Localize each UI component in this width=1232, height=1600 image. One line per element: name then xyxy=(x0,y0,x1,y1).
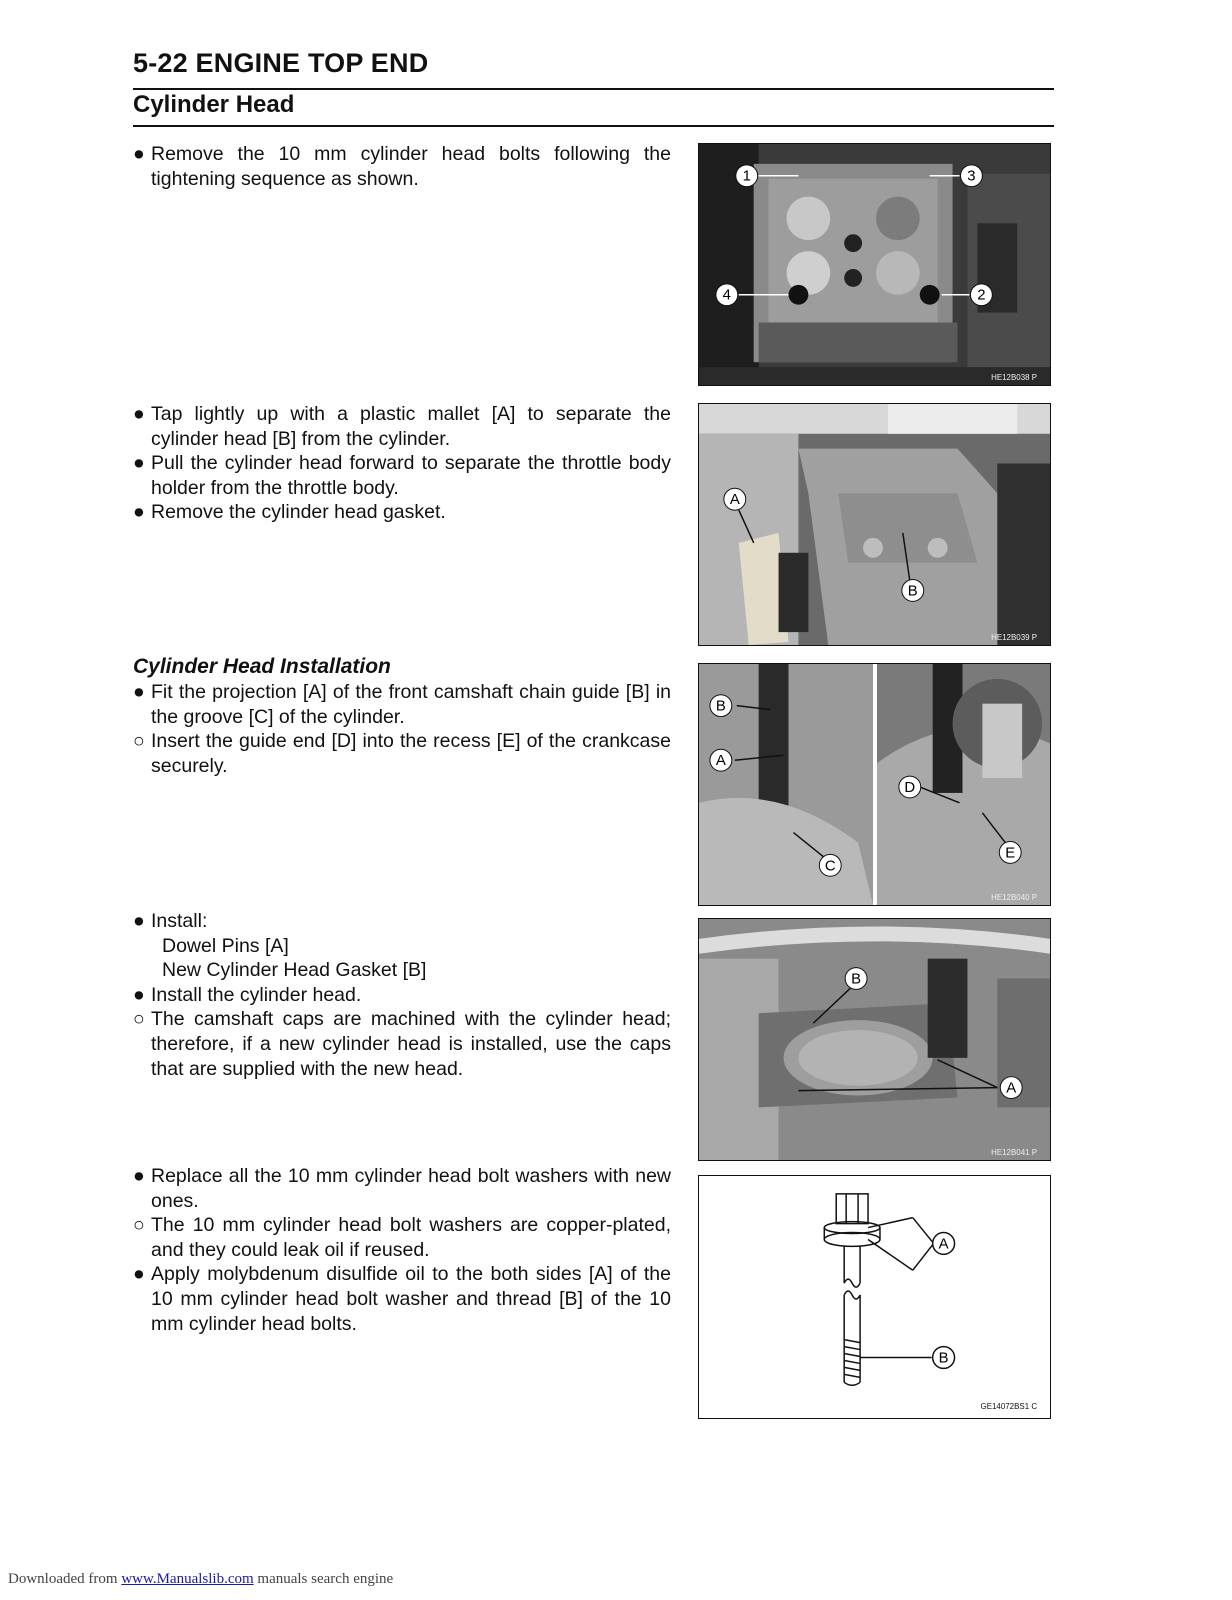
bullet-marker: ● xyxy=(133,983,145,1006)
callout-marker xyxy=(902,580,924,602)
note-item xyxy=(133,729,671,778)
callout-label: 2 xyxy=(977,287,986,304)
note-marker: ○ xyxy=(133,1214,145,1237)
bullet-marker: ● xyxy=(133,403,145,425)
callout-marker xyxy=(961,165,983,187)
item-text: Remove the cylinder head gasket. xyxy=(151,501,446,524)
callout-marker xyxy=(1000,1077,1022,1099)
subheading: Cylinder Head Installation xyxy=(133,655,391,678)
figure-code: HE12B039 P xyxy=(991,633,1038,643)
callout-marker xyxy=(933,1347,955,1369)
callout-marker xyxy=(845,968,867,990)
callout-label: B xyxy=(938,1350,949,1367)
footer-prefix: Downloaded from xyxy=(8,1571,122,1587)
callout-marker xyxy=(736,165,758,187)
callout-marker xyxy=(716,284,738,306)
figure-code: HE12B040 P xyxy=(991,893,1038,903)
callout-label: A xyxy=(938,1236,949,1253)
item-text: Insert the guide end [D] into the recess [E] of the crankcase securely. xyxy=(151,730,671,777)
page-header-title: 5-22 ENGINE TOP END xyxy=(133,48,429,78)
item-text: Pull the cylinder head forward to separate the throttle body holder from the throttle body. xyxy=(151,452,671,499)
callout-marker xyxy=(724,488,746,510)
bullet-item xyxy=(133,500,671,525)
bullet-item xyxy=(133,983,671,1008)
callout-label: A xyxy=(729,492,740,509)
item-text: The 10 mm cylinder head bolt washers are copper-plated, and they could leak oil if reused. xyxy=(151,1214,671,1261)
callout-marker xyxy=(819,854,841,876)
item-text: New Cylinder Head Gasket [B] xyxy=(162,959,427,982)
callout-label: E xyxy=(1005,845,1016,862)
footer xyxy=(8,1571,393,1588)
bullet-item xyxy=(133,142,671,191)
bullet-marker: ● xyxy=(133,910,145,932)
note-item xyxy=(133,1213,671,1262)
callout-marker xyxy=(899,776,921,798)
bullet-marker: ● xyxy=(133,501,145,524)
callout-marker xyxy=(999,842,1021,864)
callout-label: 3 xyxy=(967,168,976,185)
footer-link[interactable]: www.Manualslib.com xyxy=(121,1571,254,1587)
item-text: The camshaft caps are machined with the cylinder head; therefore, if a new cylinder head is installed, use the caps that are supplied with the new head. xyxy=(151,1008,671,1080)
figure-code: HE12B041 P xyxy=(991,1148,1038,1158)
item-text: Install: xyxy=(151,910,208,932)
callout-label: D xyxy=(904,779,916,796)
callout-marker xyxy=(970,284,992,306)
callout-marker xyxy=(710,749,732,771)
note-marker: ○ xyxy=(133,730,145,753)
text-block xyxy=(133,654,671,778)
note-item xyxy=(133,1007,671,1081)
callout-label: 1 xyxy=(742,168,751,185)
figure-bolt-sequence xyxy=(698,143,1051,386)
figure-code: GE14072BS1 C xyxy=(980,1402,1038,1412)
bullet-marker: ● xyxy=(133,1165,145,1187)
callout-label: B xyxy=(715,698,726,715)
item-text: Dowel Pins [A] xyxy=(162,934,289,957)
text-block xyxy=(133,402,671,525)
text-block xyxy=(133,142,671,191)
section-title: Cylinder Head xyxy=(133,91,295,118)
text-block xyxy=(133,1164,671,1336)
text-block xyxy=(133,909,671,1081)
callout-label: B xyxy=(907,583,918,600)
callout-marker xyxy=(933,1233,955,1255)
footer-suffix: manuals search engine xyxy=(253,1571,394,1587)
bullet-marker: ● xyxy=(133,452,145,475)
callout-label: A xyxy=(1006,1080,1017,1097)
bullet-item xyxy=(133,402,671,451)
figure-chain-guide xyxy=(698,663,1051,906)
item-text: Apply molybdenum disulfide oil to the both sides [A] of the 10 mm cylinder head bolt washer and thread [B] of the 10 mm cylinder head bolts. xyxy=(151,1263,671,1335)
bullet-item xyxy=(133,1164,671,1213)
callout-label: A xyxy=(715,753,726,770)
bullet-item xyxy=(133,1262,671,1336)
bullet-item xyxy=(133,909,671,934)
callout-label: 4 xyxy=(722,287,731,304)
bullet-marker: ● xyxy=(133,1263,145,1286)
item-text: Fit the projection [A] of the front camshaft chain guide [B] in the groove [C] of the cylinder. xyxy=(151,681,671,728)
figure-gasket-dowel-pins xyxy=(698,918,1051,1161)
item-text: Tap lightly up with a plastic mallet [A] to separate the cylinder head [B] from the cylinder. xyxy=(151,403,671,450)
header-rule xyxy=(133,88,1054,90)
figure-bolt-diagram xyxy=(698,1175,1051,1419)
sub-item xyxy=(133,958,671,983)
bullet-marker: ● xyxy=(133,143,145,165)
bullet-marker: ● xyxy=(133,681,145,703)
item-text: Replace all the 10 mm cylinder head bolt washers with new ones. xyxy=(151,1165,671,1212)
section-rule xyxy=(133,125,1054,127)
figure-plastic-mallet xyxy=(698,403,1051,646)
note-marker: ○ xyxy=(133,1008,145,1031)
figure-code: HE12B038 P xyxy=(991,373,1038,383)
sub-item xyxy=(133,934,671,959)
callout-label: C xyxy=(824,858,836,875)
item-text: Remove the 10 mm cylinder head bolts following the tightening sequence as shown. xyxy=(151,143,671,190)
bullet-item xyxy=(133,680,671,729)
bullet-item xyxy=(133,451,671,500)
item-text: Install the cylinder head. xyxy=(151,983,362,1006)
callout-marker xyxy=(710,695,732,717)
callout-label: B xyxy=(851,971,862,988)
